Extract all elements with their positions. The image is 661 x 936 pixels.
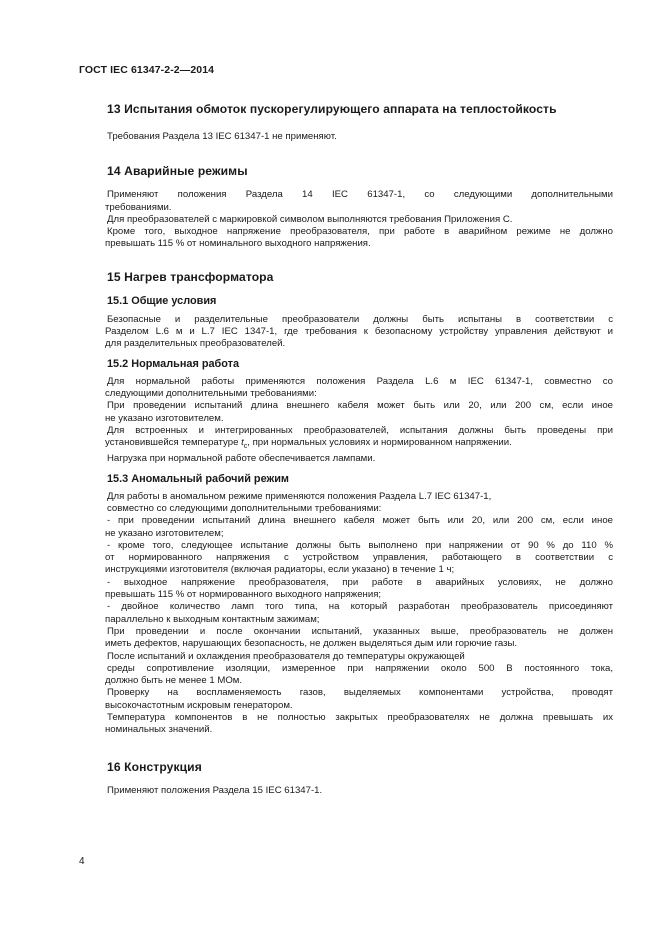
s15-3-para-2b: иметь дефектов, нарушающих безопасность, не должен выделяться дым или горючие газы.	[105, 638, 518, 650]
page-content	[107, 101, 613, 797]
s15-1-para-b: Разделом L.6 м и L.7 IEC 1347-1, где требования к безопасному устройству управления действуют и	[105, 326, 613, 338]
s15-3-para-1b: совместно со следующими дополнительными требованиями:	[107, 502, 382, 514]
subsection-15-2-body	[107, 376, 613, 466]
s14-para-2: Для преобразователей с маркировкой символом выполняются требования Приложения С.	[107, 213, 513, 225]
s15-2-para-3b: установившейся температуре $t_c$, при нормальных условиях и нормированном напряжении.	[105, 437, 512, 451]
s15-3-para-5a: Проверку на воспламеняемость газов, выделяемых компонентами устройства, проводят	[107, 687, 613, 699]
s15-3-bullet-1b: не указано изготовителем;	[105, 527, 224, 539]
s15-3-bullet-3b: превышать 115 % от нормированного выходного напряжения;	[105, 589, 382, 601]
s15-3-para-3: После испытаний и охлаждения преобразователя до температуры окружающей	[107, 650, 465, 662]
s15-2-para-2a: При проведении испытаний длина внешнего кабеля может быть или 20, или 200 см, если иное	[107, 400, 613, 412]
section-14-title: 14 Аварийные режимы	[107, 164, 248, 179]
s15-3-bullet-2c: инструкциями изготовителя (включая радиаторы, если указано) в течение 1 ч;	[105, 564, 455, 576]
s15-3-para-6a: Температура компонентов в не полностью закрытых преобразователях не должна превышать их	[107, 712, 613, 723]
s15-2-para-4: Нагрузка при нормальной работе обеспечивается лампами.	[107, 453, 376, 465]
s15-3-bullet-1a: - при проведении испытаний длина внешнего кабеля может быть или 20, или 200 см, если иное	[107, 515, 613, 527]
s15-2-para-1b: следующими дополнительными требованиями:	[105, 387, 317, 399]
s15-3-para-4a: среды сопротивление изоляции, измеренное при напряжении около 500 В постоянного тока,	[107, 662, 613, 674]
section-15-title: 15 Нагрев трансформатора	[107, 269, 274, 284]
page-number: 4	[79, 856, 85, 867]
s14-para-3a: Кроме того, выходное напряжение преобразователя, при работе в аварийном режиме не должно	[107, 226, 613, 238]
s15-3-bullet-4b: параллельно к выходным контактным зажимам;	[105, 613, 320, 625]
s14-para-1a: Применяют положения Раздела 14 IEC 61347-1, со следующими дополнительными	[107, 189, 613, 201]
s15-3-bullet-4a: - двойное количество ламп того типа, на который разработан преобразователь присоединяют	[107, 601, 613, 613]
s15-3-para-1a: Для работы в аномальном режиме применяются положения Раздела L.7 IEC 61347-1,	[107, 490, 492, 502]
section-13-text: Требования Раздела 13 IEC 61347-1 не применяют.	[107, 131, 337, 142]
s15-3-bullet-2a: - кроме того, следующее испытание должны быть выполнено при напряжении от 90 % до 110 %	[107, 539, 613, 551]
section-14-body	[107, 189, 613, 250]
s15-2-para-3a: Для встроенных и интегрированных преобразователей, испытания должны быть проведены при	[107, 424, 613, 436]
document-header: ГОСТ IEC 61347-2-2—2014	[79, 64, 215, 76]
subsection-15-1-title: 15.1 Общие условия	[107, 294, 217, 307]
s14-para-3b: превышать 115 % от номинального выходного напряжения.	[105, 238, 371, 250]
section-13-title: 13 Испытания обмоток пускорегулирующего аппарата на теплостойкость	[107, 102, 557, 116]
s15-3-para-5b: высокочастотным искровым генератором.	[105, 699, 293, 711]
s14-para-1b: требованиями.	[105, 201, 172, 213]
s15-3-bullet-2b: от нормированного напряжения с устройством управления, работающего в соответствии с	[105, 552, 613, 564]
subsection-15-3-title: 15.3 Аномальный рабочий режим	[107, 472, 289, 485]
s15-1-para-c: для разделительных преобразователей.	[105, 338, 286, 350]
section-16-text: Применяют положения Раздела 15 IEC 61347-1.	[107, 784, 323, 796]
s15-2-para-2b: не указано изготовителем.	[105, 412, 224, 424]
subsection-15-1-body	[107, 314, 613, 351]
s15-3-para-4b: должно быть не менее 1 МОм.	[105, 675, 243, 687]
s15-2-para-1a: Для нормальной работы применяются положения Раздела L.6 м IEC 61347-1, совместно со	[107, 375, 613, 387]
s15-1-para-a: Безопасные и разделительные преобразователи должны быть испытаны в соответствии с	[107, 313, 613, 325]
subsection-15-3-body	[107, 491, 613, 737]
s15-3-para-6b: номинальных значений.	[105, 724, 213, 736]
s15-3-para-2a: При проведении и после окончании испытаний, указанных выше, преобразователь не должен	[107, 625, 613, 637]
subsection-15-2-title: 15.2 Нормальная работа	[107, 357, 240, 370]
section-16-title: 16 Конструкция	[107, 759, 202, 774]
s15-3-bullet-3a: - выходное напряжение преобразователя, при работе в аварийных условиях, не должно	[107, 576, 613, 588]
